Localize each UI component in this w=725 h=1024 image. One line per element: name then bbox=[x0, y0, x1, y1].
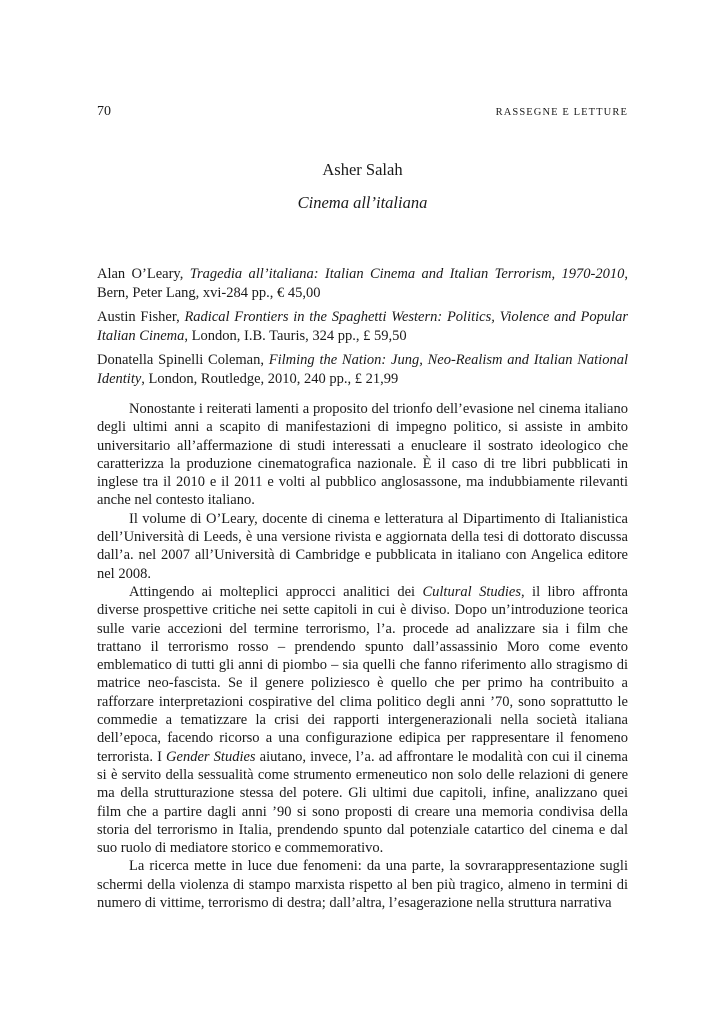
reference-author: Austin Fisher, bbox=[97, 309, 185, 325]
book-reference bbox=[97, 265, 628, 302]
body-paragraph: Nonostante i reiterati lamenti a proposito del trionfo dell’evasione nel cinema italiano degli ultimi anni a scapito di manifestazioni di impegno politico, si assiste in ambito universitario all’affermazione di studi interessati a enucleare il sostrato ideologico che caratterizza la produzione cinematografica nazionale. È il caso di tre libri pubblicati in inglese tra il 2010 e il 2011 e volti al pubblico anglosassone, ma indubbiamente rilevanti anche nel contesto italiano. bbox=[97, 401, 628, 509]
running-head bbox=[97, 104, 628, 121]
section-title: RASSEGNE E LETTURE bbox=[495, 107, 628, 118]
body-paragraph: La ricerca mette in luce due fenomeni: da una parte, la sovrarappresentazione sugli schermi della violenza di stampo marxista rispetto al ben più tragico, almeno in termini di numero di vittime, terrorismo di destra; dall’altra, l’esagerazione nella struttura narrativa bbox=[97, 858, 628, 912]
reference-details: , London, Routledge, 2010, 240 pp., £ 21,99 bbox=[141, 370, 399, 387]
body-paragraph bbox=[97, 583, 628, 857]
italic-term: Cultural Studies bbox=[422, 583, 521, 600]
text-run: aiutano, invece, l’a. ad affrontare le modalità con cui il cinema si è servito della sessualità come strumento ermeneutico non solo delle relazioni di genere ma della strutturazione stessa del potere. Gli ultimi due capitoli, infine, analizzano quei film che a partire dagli anni ’90 si sono proposti di creare una memoria condivisa della storia del terrorismo in Italia, prendendo spunto dal potenziale catartico del cinema e dal suo ruolo di mediatore storico e commemorativo. bbox=[97, 748, 628, 857]
italic-term: Gender Studies bbox=[166, 748, 256, 765]
article-author: Asher Salah bbox=[322, 160, 403, 179]
reference-author: Alan O’Leary, bbox=[97, 266, 190, 282]
reference-title: Tragedia all’italiana: Italian Cinema and Italian Terrorism, 1970-2010 bbox=[189, 266, 625, 282]
article-title: Cinema all’italiana bbox=[297, 193, 428, 212]
reference-title: Radical Frontiers in the Spaghetti Western: Politics, Violence and Popular Italian Cinema bbox=[97, 309, 629, 344]
reference-author: Donatella Spinelli Coleman, bbox=[97, 352, 269, 368]
page-number: 70 bbox=[97, 104, 111, 119]
reference-details: , Bern, Peter Lang, xvi-284 pp., € 45,00 bbox=[97, 266, 629, 301]
book-reference bbox=[97, 351, 628, 388]
book-reference bbox=[97, 308, 628, 345]
text-run: , il libro affronta diverse prospettive critiche nei sette capitoli in cui è diviso. Dopo un’introduzione teorica sulle varie accezioni del termine terrorismo, l’a. procede ad analizzare sia i film che trattano il terrorismo rosso – prendendo spunto dall’assassinio Moro come evento emblematico di tutti gli anni di piombo – sia quelli che fanno riferimento allo stragismo di matrice neo-fascista. Se il genere poliziesco è quello che per primo ha contribuito a rafforzare interpretazioni cospirative del clima politico degli anni ’70, sono soprattutto le commedie a tematizzare la crisi dei rapporti intergenerazionali nella società italiana dell’epoca, facendo ricorso a una configurazione edipica per rappresentare il fenomeno terrorista. I bbox=[97, 583, 628, 765]
text-run: Attingendo ai molteplici approcci analitici dei bbox=[129, 583, 423, 600]
reviewed-books-list bbox=[97, 265, 628, 394]
body-paragraph: Il volume di O’Leary, docente di cinema e letteratura al Dipartimento di Italianistica dell’Università di Leeds, è una versione rivista e aggiornata della tesi di dottorato discussa dall’a. nel 2007 all’Università di Cambridge e pubblicata in italiano con Angelica editore nel 2008. bbox=[97, 510, 628, 582]
review-body bbox=[97, 400, 628, 912]
reference-details: , London, I.B. Tauris, 324 pp., £ 59,50 bbox=[184, 327, 407, 344]
reference-title: Filming the Nation: Jung, Neo-Realism and Italian National Identity bbox=[97, 352, 628, 387]
